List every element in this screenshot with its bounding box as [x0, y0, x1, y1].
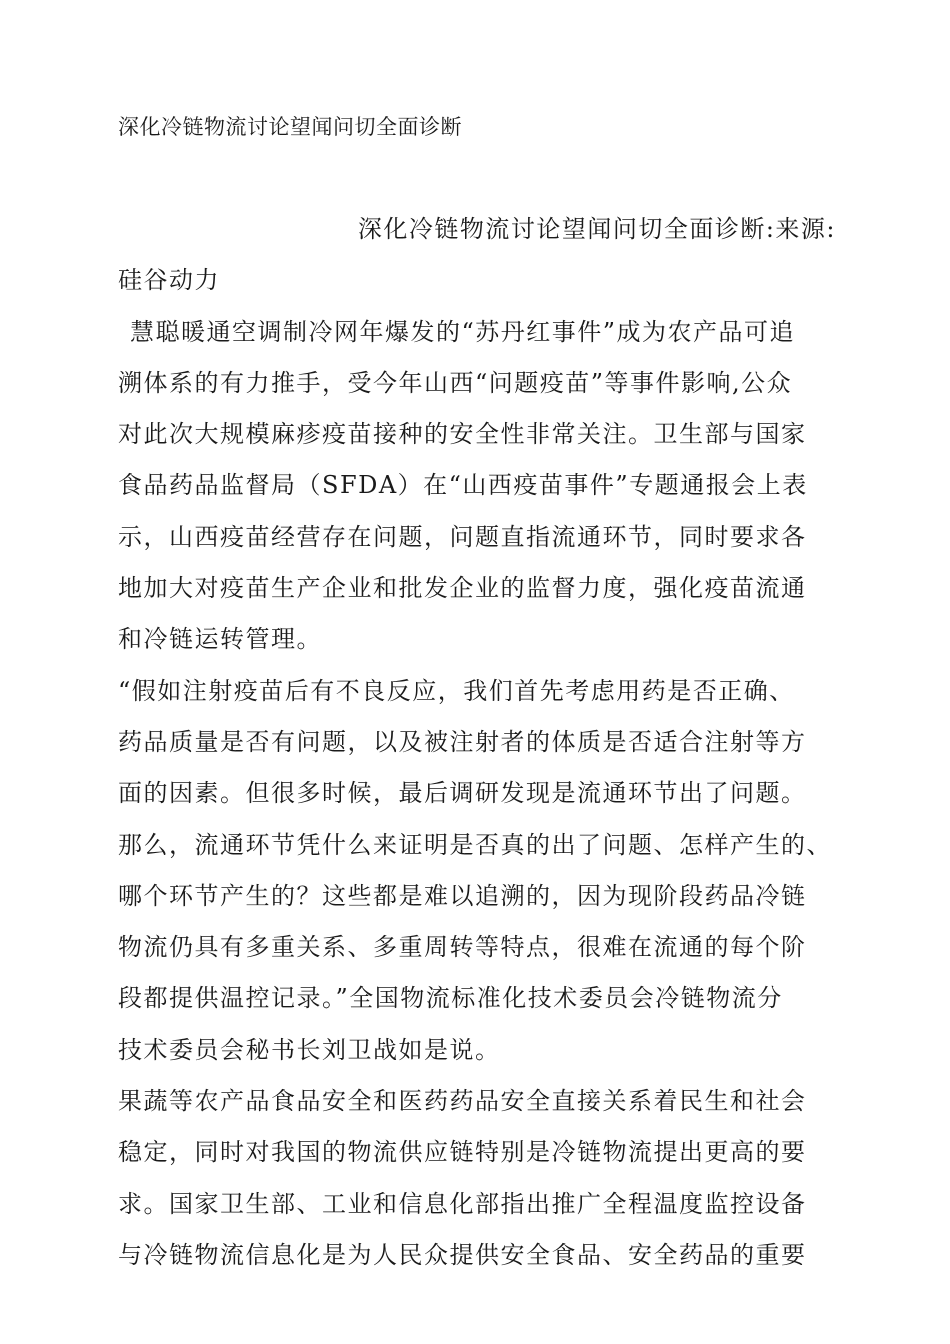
source-line: 深化冷链物流讨论望闻问切全面诊断:来源: — [357, 215, 836, 243]
paragraph-line: “假如注射疫苗后有不良反应，我们首先考虑用药是否正确、 — [118, 676, 795, 705]
paragraph-line: 与冷链物流信息化是为人民众提供安全食品、安全药品的重要 — [118, 1240, 807, 1269]
paragraph-line: 面的因素。但很多时候，最后调研发现是流通环节出了问题。 — [118, 779, 807, 808]
paragraph-line: 和冷链运转管理。 — [118, 625, 322, 654]
paragraph-2 — [118, 666, 838, 1076]
document-body — [118, 204, 838, 1281]
paragraph-line: 食品药品监督局（SFDA）在“山西疫苗事件”专题通报会上表 — [118, 471, 808, 500]
paragraph-line: 慧聪暖通空调制冷网年爆发的“苏丹红事件”成为农产品可追 — [130, 317, 796, 346]
paragraph-line: 地加大对疫苗生产企业和批发企业的监督力度，强化疫苗流通 — [118, 574, 807, 603]
paragraph-line: 示，山西疫苗经营存在问题，问题直指流通环节，同时要求各 — [118, 522, 807, 551]
paragraph-3 — [118, 1076, 838, 1281]
paragraph-line: 物流仍具有多重关系、多重周转等特点，很难在流通的每个阶 — [118, 933, 807, 962]
paragraph-line: 果蔬等农产品食品安全和医药药品安全直接关系着民生和社会 — [118, 1087, 807, 1116]
paragraph-line: 技术委员会秘书长刘卫战如是说。 — [118, 1035, 501, 1064]
paragraph-line: 求。国家卫生部、工业和信息化部指出推广全程温度监控设备 — [118, 1189, 807, 1218]
paragraph-line: 段都提供温控记录。”全国物流标准化技术委员会冷链物流分 — [118, 984, 783, 1013]
paragraph-line: 药品质量是否有问题，以及被注射者的体质是否适合注射等方 — [118, 727, 807, 756]
paragraph-line: 那么，流通环节凭什么来证明是否真的出了问题、怎样产生的、 — [118, 830, 832, 859]
paragraph-1 — [118, 307, 838, 666]
paragraph-line: 哪个环节产生的？这些都是难以追溯的，因为现阶段药品冷链 — [118, 881, 807, 910]
document-title: 深化冷链物流讨论望闻问切全面诊断 — [118, 115, 462, 139]
paragraph-line: 溯体系的有力推手，受今年山西“问题疫苗”等事件影响,公众 — [118, 368, 793, 397]
paragraph-line: 稳定，同时对我国的物流供应链特别是冷链物流提出更高的要 — [118, 1138, 807, 1167]
source-name: 硅谷动力 — [118, 266, 220, 295]
paragraph-line: 对此次大规模麻疹疫苗接种的安全性非常关注。卫生部与国家 — [118, 420, 807, 449]
